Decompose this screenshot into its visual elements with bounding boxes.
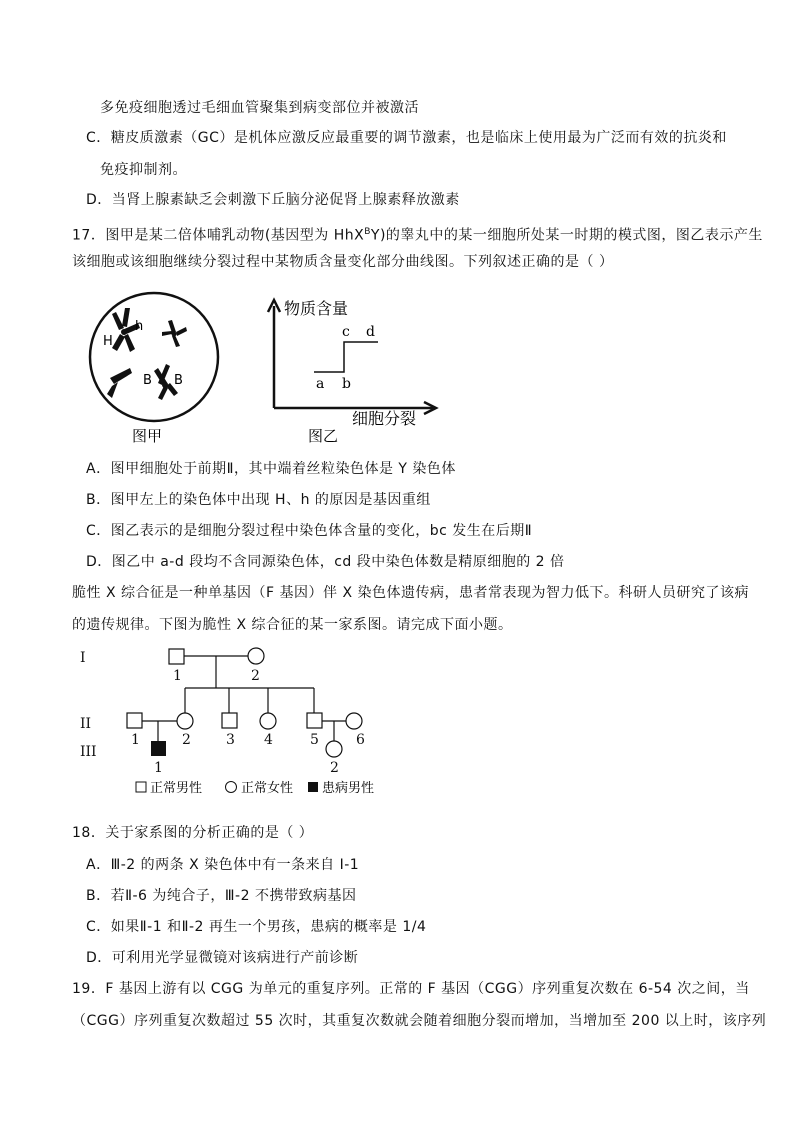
legend-female-icon (226, 782, 237, 793)
legend-female-label: 正常女性 (241, 781, 294, 796)
chromosome-bottom-left (107, 368, 132, 398)
gen-label-I: I (80, 650, 86, 666)
q17-option-b: B．图甲左上的染色体中出现 H、h 的原因是基因重组 (86, 492, 431, 508)
q17-option-d: D．图乙中 a-d 段均不含同源染色体，cd 段中染色体数是精原细胞的 2 倍 (86, 554, 565, 570)
q18-stem: 18．关于家系图的分析正确的是（ ） (72, 825, 314, 841)
point-b: b (342, 376, 351, 392)
pedigree-II-4 (260, 713, 276, 729)
pedigree-II-5 (307, 713, 322, 728)
label-B1: B (143, 373, 152, 388)
pedigree-II-6 (346, 713, 362, 729)
pedigree-chart (72, 640, 402, 800)
y-axis-label: 物质含量 (284, 299, 349, 318)
pedigree-I-1 (169, 649, 184, 664)
point-d: d (366, 324, 375, 340)
pedigree-II-1 (127, 713, 142, 728)
num-II-3: 3 (226, 732, 235, 748)
q17-stem-superscript: B (364, 227, 371, 237)
q17-stem-part2: Y)的睾丸中的某一细胞所处某一时期的模式图，图乙表示产生 (370, 227, 763, 244)
q17-option-a: A．图甲细胞处于前期Ⅱ，其中端着丝粒染色体是 Y 染色体 (86, 461, 456, 477)
label-H: H (103, 334, 113, 349)
q17-option-c: C．图乙表示的是细胞分裂过程中染色体含量的变化，bc 发生在后期Ⅱ (86, 523, 533, 539)
q18-option-d: D．可利用光学显微镜对该病进行产前诊断 (86, 950, 359, 966)
caption-jia: 图甲 (132, 427, 163, 445)
label-h: h (135, 319, 144, 334)
gen-label-III: III (80, 744, 97, 760)
q16-option-c-line2: 免疫抑制剂。 (100, 162, 187, 178)
pedigree-II-3 (222, 713, 237, 728)
legend-male-label: 正常男性 (150, 781, 203, 796)
q17-stem-line1 (72, 222, 763, 246)
q19-line2: （CGG）序列重复次数超过 55 次时，其重复次数就会随着细胞分裂而增加，当增加至 200 以上时，该序列 (72, 1013, 767, 1029)
num-III-2: 2 (330, 760, 339, 776)
q17-stem-part1: 17．图甲是某二倍体哺乳动物(基因型为 HhX (72, 227, 365, 244)
q18-option-b: B．若Ⅱ-6 为纯合子，Ⅲ-2 不携带致病基因 (86, 888, 357, 904)
pedigree-III-1-affected (151, 741, 166, 756)
legend-affected-label: 患病男性 (322, 781, 375, 796)
q16-option-c-line1: C．糖皮质激素（GC）是机体应激反应最重要的调节激素，也是临床上使用最为广泛而有效的抗炎和 (86, 130, 727, 146)
num-III-1: 1 (154, 760, 163, 776)
q19-line1: 19．F 基因上游有以 CGG 为单元的重复序列。正常的 F 基因（CGG）序列重复次数在 6-54 次之间，当 (72, 981, 750, 997)
point-c: c (342, 324, 350, 340)
q16-option-d: D．当肾上腺素缺乏会刺激下丘脑分泌促肾上腺素释放激素 (86, 192, 460, 208)
q17-stem-line2: 该细胞或该细胞继续分裂过程中某物质含量变化部分曲线图。下列叙述正确的是（ ） (72, 254, 614, 270)
num-I-1: 1 (173, 668, 182, 684)
figure-jia (72, 290, 252, 452)
cell-membrane (90, 293, 218, 421)
caption-yi: 图乙 (308, 427, 339, 445)
figure-yi (258, 290, 458, 452)
num-II-2: 2 (182, 732, 191, 748)
label-B2: B (174, 373, 183, 388)
num-II-6: 6 (356, 732, 365, 748)
gen-label-II: II (80, 716, 92, 732)
num-II-4: 4 (264, 732, 273, 748)
pedigree-I-2 (248, 648, 264, 664)
intro-line1: 脆性 X 综合征是一种单基因（F 基因）伴 X 染色体遗传病，患者常表现为智力低下。科研人员研究了该病 (72, 585, 749, 601)
num-I-2: 2 (251, 668, 260, 684)
pedigree-II-2 (177, 713, 193, 729)
intro-line2: 的遗传规律。下图为脆性 X 综合征的某一家系图。请完成下面小题。 (72, 617, 513, 633)
chromosome-top-right (162, 320, 187, 347)
legend-affected-icon (308, 782, 318, 792)
content-curve (314, 342, 378, 372)
x-axis-label: 细胞分裂 (352, 409, 417, 428)
q18-option-c: C．如果Ⅱ-1 和Ⅱ-2 再生一个男孩，患病的概率是 1/4 (86, 919, 427, 935)
point-a: a (316, 376, 325, 392)
q18-option-a: A．Ⅲ-2 的两条 X 染色体中有一条来自 I-1 (86, 857, 360, 873)
legend-male-icon (136, 782, 146, 792)
num-II-5: 5 (310, 732, 319, 748)
pedigree-III-2 (326, 741, 342, 757)
q16-continuation: 多免疫细胞透过毛细血管聚集到病变部位并被激活 (100, 100, 419, 116)
num-II-1: 1 (131, 732, 140, 748)
